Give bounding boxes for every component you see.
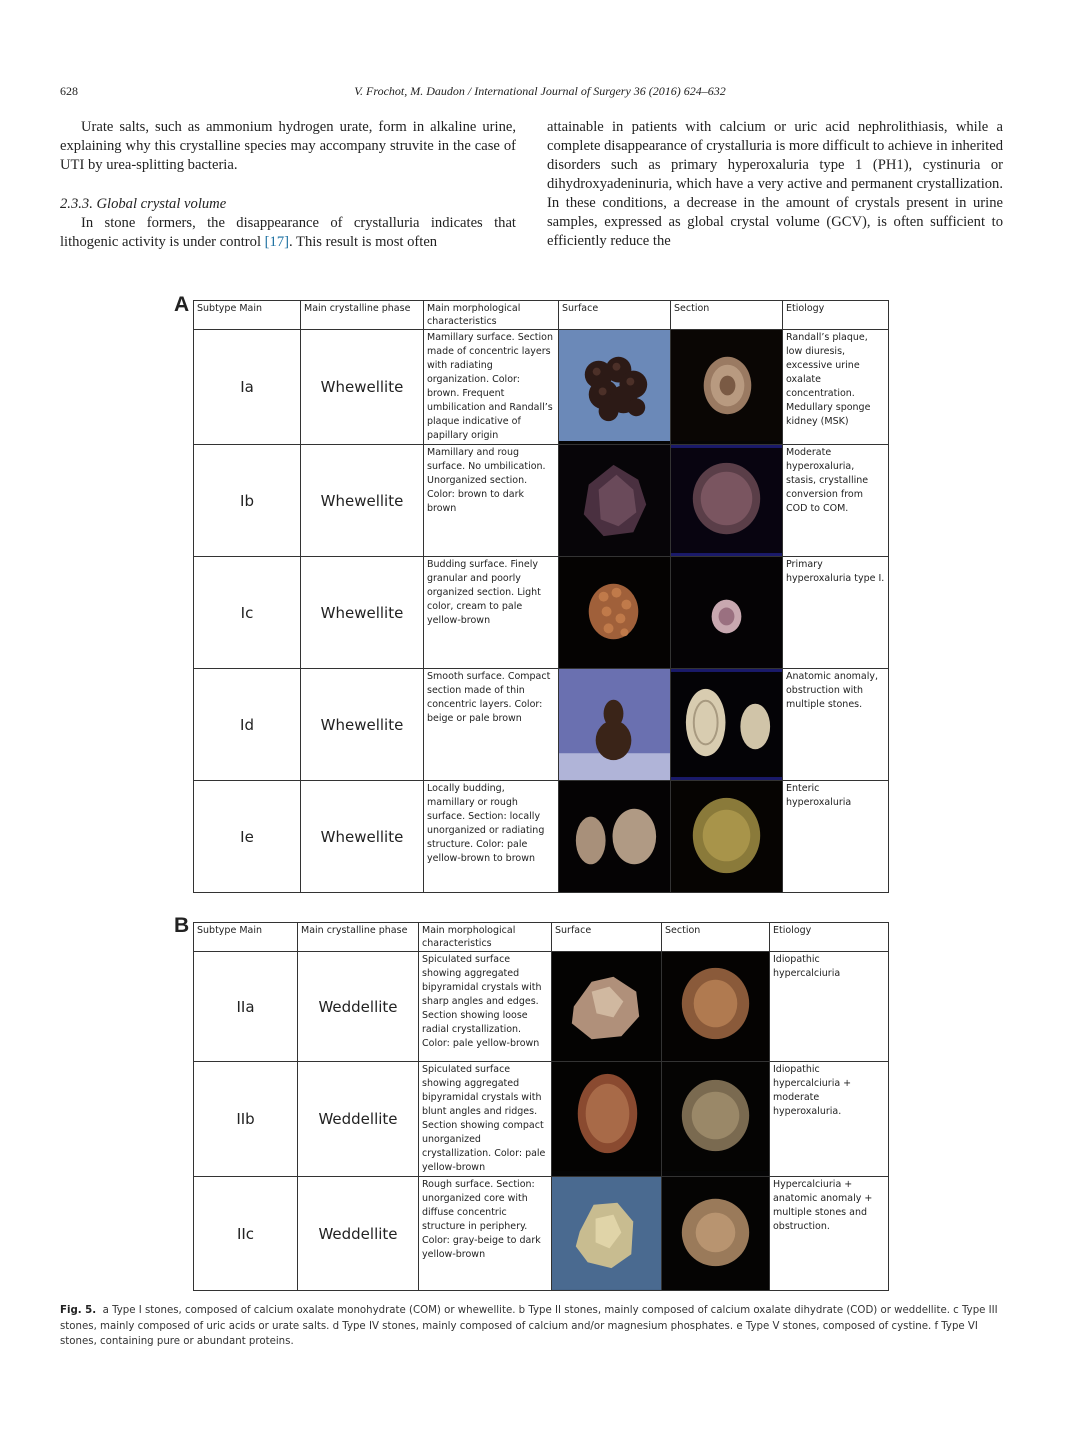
section-photo xyxy=(671,669,783,781)
table-row xyxy=(194,557,889,669)
column-header: Main crystalline phase xyxy=(301,301,424,330)
column-header: Surface xyxy=(559,301,671,330)
right-column xyxy=(547,118,1003,251)
column-header: Subtype Main xyxy=(194,301,301,330)
subtype-cell: Ib xyxy=(194,445,301,557)
column-header: Etiology xyxy=(770,923,889,952)
table-row xyxy=(194,1177,889,1291)
phase-cell: Whewellite xyxy=(301,781,424,893)
section-heading: 2.3.3. Global crystal volume xyxy=(60,196,227,212)
table-row xyxy=(194,330,889,445)
section-photo xyxy=(671,781,783,893)
panel-a-table xyxy=(193,300,889,893)
table-row xyxy=(194,1062,889,1177)
morphology-cell: Mamillary and roug surface. No umbilication. Unorganized section. Color: brown to dark brown xyxy=(424,445,559,557)
etiology-cell: Idiopathic hypercalciuria + moderate hyperoxaluria. xyxy=(770,1062,889,1177)
section-photo xyxy=(662,1177,770,1291)
etiology-cell: Hypercalciuria + anatomic anomaly + multiple stones and obstruction. xyxy=(770,1177,889,1291)
caption-label: Fig. 5. xyxy=(60,1305,97,1316)
page-number: 628 xyxy=(60,84,78,98)
phase-cell: Whewellite xyxy=(301,669,424,781)
column-header: Main morphological characteristics xyxy=(419,923,552,952)
column-header: Main morphological characteristics xyxy=(424,301,559,330)
column-header: Etiology xyxy=(783,301,889,330)
phase-cell: Whewellite xyxy=(301,330,424,445)
surface-photo xyxy=(559,330,671,445)
panel-a-label: A xyxy=(174,293,190,316)
surface-photo xyxy=(559,781,671,893)
subtype-cell: IIb xyxy=(194,1062,298,1177)
header-row xyxy=(194,301,889,330)
etiology-cell: Enteric hyperoxaluria xyxy=(783,781,889,893)
etiology-cell: Randall’s plaque, low diuresis, excessive urine oxalate concentration. Medullary sponge kidney (MSK) xyxy=(783,330,889,445)
subtype-cell: IIa xyxy=(194,952,298,1062)
morphology-cell: Smooth surface. Compact section made of thin concentric layers. Color: beige or pale brown xyxy=(424,669,559,781)
column-header: Main crystalline phase xyxy=(298,923,419,952)
surface-photo xyxy=(559,445,671,557)
panel-b-table xyxy=(193,922,889,1291)
surface-photo xyxy=(559,557,671,669)
section-photo xyxy=(662,952,770,1062)
table-row xyxy=(194,669,889,781)
header-row xyxy=(194,923,889,952)
morphology-cell: Spiculated surface showing aggregated bipyramidal crystals with sharp angles and edges. Section showing loose radial crystallization. Color: pale yellow-brown xyxy=(419,952,552,1062)
surface-photo xyxy=(552,952,662,1062)
column-header: Section xyxy=(662,923,770,952)
section-photo xyxy=(662,1062,770,1177)
subtype-cell: Ic xyxy=(194,557,301,669)
paragraph: attainable in patients with calcium or uric acid nephrolithiasis, while a complete disappearance of crystalluria is more difficult to achieve in inherited disorders such as primary hyperoxaluria type 1 (PH1), cystinuria or dihydroxyadeninuria, which have a very active and permanent crystallization. In these conditions, a decrease in the amount of crystals present in urine samples, expressed as global crystal volume (GCV), is often sufficient to efficiently reduce the xyxy=(547,119,1004,249)
subtype-cell: Id xyxy=(194,669,301,781)
etiology-cell: Primary hyperoxaluria type I. xyxy=(783,557,889,669)
surface-photo xyxy=(559,669,671,781)
table-row xyxy=(194,952,889,1062)
citation-link[interactable]: [17] xyxy=(264,234,289,250)
figure-caption xyxy=(60,1303,1005,1350)
morphology-cell: Spiculated surface showing aggregated bipyramidal crystals with blunt angles and ridges. Section showing compact unorganized crystallization. Color: pale yellow-brown xyxy=(419,1062,552,1177)
morphology-cell: Mamillary surface. Section made of concentric layers with radiating organization. Color: brown. Frequent umbilication and Randall’s plaque indicative of papillary origin xyxy=(424,330,559,445)
paragraph: Urate salts, such as ammonium hydrogen urate, form in alkaline urine, explaining why this crystalline species may accompany struvite in the case of UTI by urea-splitting bacteria. xyxy=(60,119,516,173)
morphology-cell: Budding surface. Finely granular and poorly organized section. Light color, cream to pale yellow-brown xyxy=(424,557,559,669)
column-header: Subtype Main xyxy=(194,923,298,952)
column-header: Section xyxy=(671,301,783,330)
etiology-cell: Moderate hyperoxaluria, stasis, crystalline conversion from COD to COM. xyxy=(783,445,889,557)
left-column xyxy=(60,118,516,252)
section-photo xyxy=(671,445,783,557)
phase-cell: Whewellite xyxy=(301,445,424,557)
phase-cell: Weddellite xyxy=(298,952,419,1062)
section-photo xyxy=(671,557,783,669)
morphology-cell: Locally budding, mamillary or rough surface. Section: locally unorganized or radiating structure. Color: pale yellow-brown to brown xyxy=(424,781,559,893)
morphology-cell: Rough surface. Section: unorganized core with diffuse concentric structure in periphery. Color: gray-beige to dark yellow-brown xyxy=(419,1177,552,1291)
table-row xyxy=(194,781,889,893)
caption-text: a Type I stones, composed of calcium oxalate monohydrate (COM) or whewellite. b Type II stones, mainly composed of calcium oxalate dihydrate (COD) or weddellite. c Type III stones, mainly composed of uric acids or urate salts. d Type IV stones, mainly composed of calcium and/or magnesium phosphates. e Type V stones, composed of cystine. f Type VI stones, containing pure or abundant proteins. xyxy=(60,1305,998,1347)
phase-cell: Weddellite xyxy=(298,1177,419,1291)
subtype-cell: IIc xyxy=(194,1177,298,1291)
paragraph: In stone formers, the disappearance of crystalluria indicates that lithogenic activity is under control [17]. This result is most often xyxy=(60,215,516,250)
subtype-cell: Ia xyxy=(194,330,301,445)
surface-photo xyxy=(552,1062,662,1177)
panel-b-label: B xyxy=(174,914,190,937)
table-row xyxy=(194,445,889,557)
column-header: Surface xyxy=(552,923,662,952)
etiology-cell: Anatomic anomaly, obstruction with multiple stones. xyxy=(783,669,889,781)
phase-cell: Weddellite xyxy=(298,1062,419,1177)
phase-cell: Whewellite xyxy=(301,557,424,669)
running-head: V. Frochot, M. Daudon / International Journal of Surgery 36 (2016) 624–632 xyxy=(354,84,726,98)
subtype-cell: Ie xyxy=(194,781,301,893)
section-photo xyxy=(671,330,783,445)
etiology-cell: Idiopathic hypercalciuria xyxy=(770,952,889,1062)
surface-photo xyxy=(552,1177,662,1291)
